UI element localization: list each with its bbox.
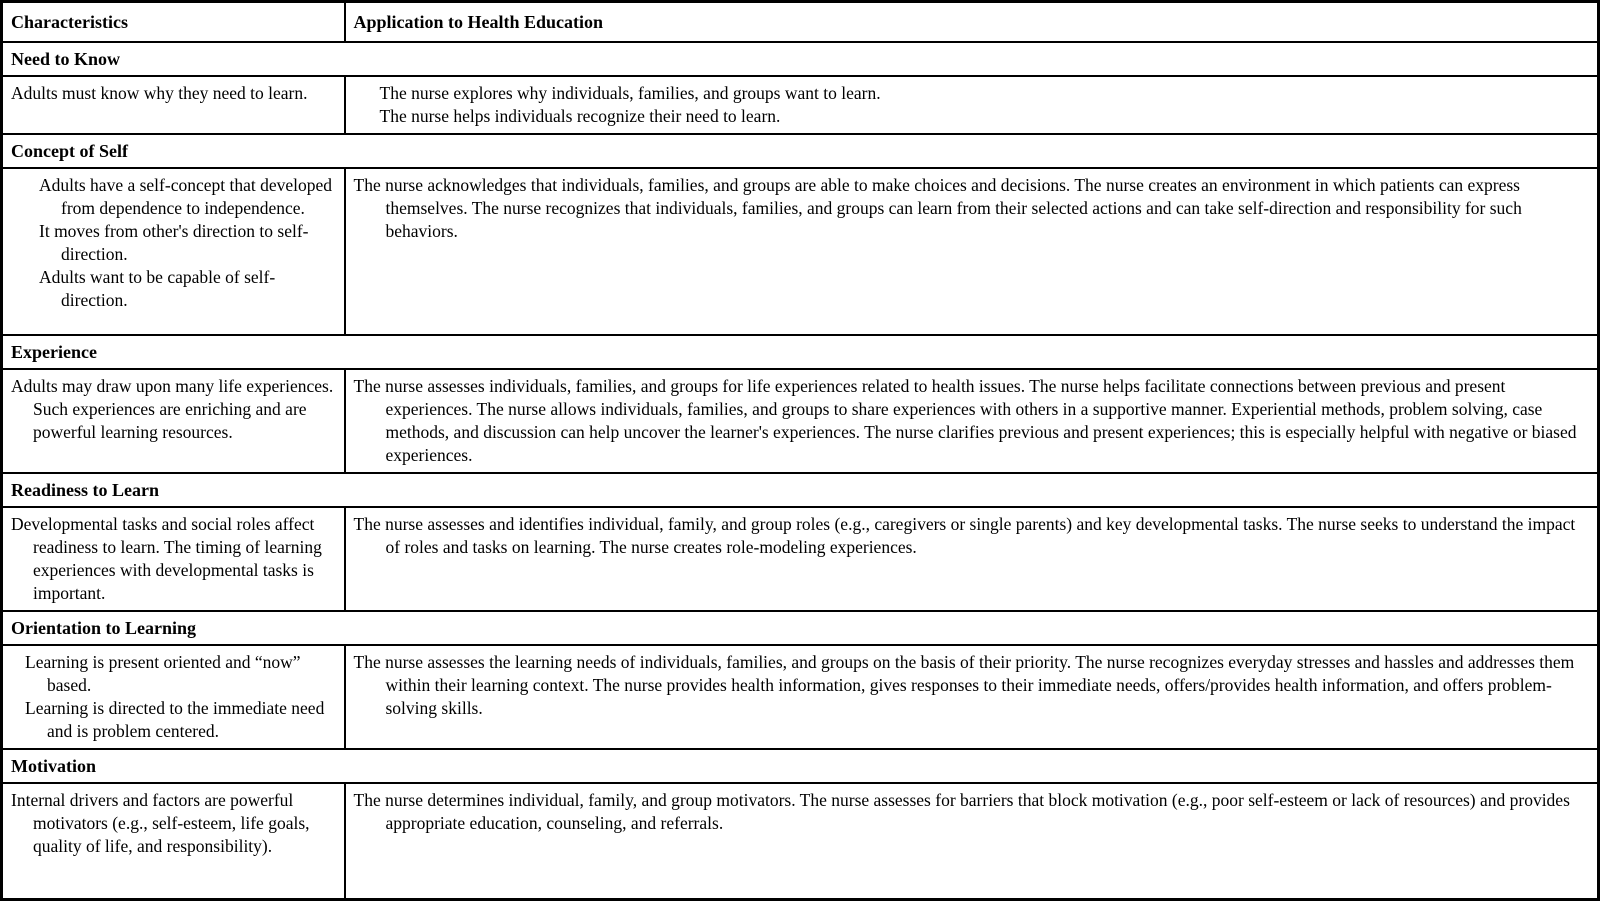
characteristic-item: Adults want to be capable of self-direction. (39, 266, 276, 310)
application-cell (345, 369, 1599, 473)
characteristic-item: Adults must know why they need to learn. (11, 82, 308, 103)
section-title: Orientation to Learning (2, 611, 1599, 645)
application-item: The nurse assesses the learning needs of individuals, families, and groups on the basis of their priority. The nurse recognizes everyday stresses and hassles and addresses them within their learning context. The nurse provides health information, gives responses to their immediate needs, offers/provides health information, and offers problem-solving skills. (353, 651, 1575, 718)
application-cell (345, 645, 1599, 749)
application-item: The nurse determines individual, family, and group motivators. The nurse assesses for barriers that block motivation (e.g., poor self-esteem or lack of resources) and provides appropriate education, counseling, and referrals. (353, 789, 1570, 833)
characteristics-cell (2, 369, 345, 473)
row-orientation-to-learning (2, 645, 1599, 749)
application-item: The nurse assesses and identifies individual, family, and group roles (e.g., caregivers or single parents) and key developmental tasks. The nurse seeks to understand the impact of roles and tasks on learning. The nurse creates role-modeling experiences. (353, 513, 1576, 557)
application-item: The nurse helps individuals recognize their need to learn. (379, 105, 781, 126)
section-header-motivation (2, 749, 1599, 783)
section-header-readiness-to-learn (2, 473, 1599, 507)
application-cell (345, 783, 1599, 900)
row-concept-of-self (2, 168, 1599, 335)
characteristic-item: It moves from other's direction to self-direction. (39, 220, 309, 264)
application-cell (345, 507, 1599, 611)
row-experience (2, 369, 1599, 473)
characteristics-cell (2, 507, 345, 611)
section-title: Experience (2, 335, 1599, 369)
characteristic-item: Adults have a self-concept that developed from dependence to independence. (39, 174, 333, 218)
application-item: The nurse acknowledges that individuals, families, and groups are able to make choices and decisions. The nurse creates an environment in which patients can express themselves. The nurse recognizes that individuals, families, and groups can learn from their selected actions and can take self-direction and responsibility for such behaviors. (353, 174, 1522, 241)
application-item: The nurse assesses individuals, families, and groups for life experiences related to health issues. The nurse helps facilitate connections between previous and present experiences. The nurse allows individuals, families, and groups to share experiences with others in a supportive manner. Experiential methods, problem solving, case methods, and discussion can help uncover the learner's experiences. The nurse clarifies previous and present experiences; this is especially helpful with negative or biased experiences. (353, 375, 1577, 465)
characteristics-cell (2, 645, 345, 749)
characteristic-item: Learning is directed to the immediate need and is problem centered. (25, 697, 325, 741)
row-need-to-know (2, 76, 1599, 134)
characteristic-item: Adults may draw upon many life experiences. Such experiences are enriching and are powerful learning resources. (11, 375, 334, 442)
column-header-row (2, 2, 1599, 42)
application-cell (345, 168, 1599, 335)
characteristics-cell (2, 168, 345, 335)
section-title: Motivation (2, 749, 1599, 783)
section-header-experience (2, 335, 1599, 369)
characteristic-item: Developmental tasks and social roles affect readiness to learn. The timing of learning experiences with developmental tasks is important. (11, 513, 322, 603)
section-header-concept-of-self (2, 134, 1599, 168)
row-readiness-to-learn (2, 507, 1599, 611)
application-cell (345, 76, 1599, 134)
application-item: The nurse explores why individuals, families, and groups want to learn. (379, 82, 881, 103)
characteristic-item: Learning is present oriented and “now” based. (25, 651, 301, 695)
column-header-characteristics: Characteristics (2, 2, 345, 42)
characteristics-cell (2, 783, 345, 900)
section-header-need-to-know (2, 42, 1599, 76)
section-title: Concept of Self (2, 134, 1599, 168)
section-title: Need to Know (2, 42, 1599, 76)
row-motivation (2, 783, 1599, 900)
section-header-orientation-to-learning (2, 611, 1599, 645)
characteristic-item: Internal drivers and factors are powerful motivators (e.g., self-esteem, life goals, quality of life, and responsibility). (11, 789, 310, 856)
characteristics-cell (2, 76, 345, 134)
column-header-application: Application to Health Education (345, 2, 1599, 42)
section-title: Readiness to Learn (2, 473, 1599, 507)
